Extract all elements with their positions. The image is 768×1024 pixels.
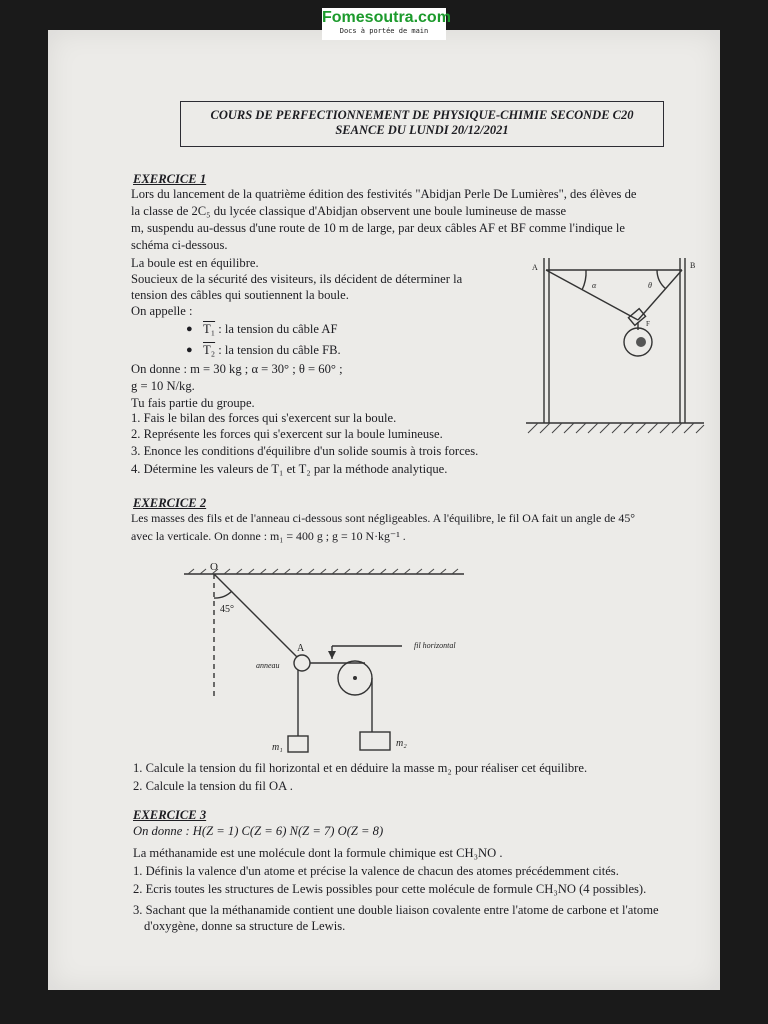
ex1-question: 4. Détermine les valeurs de T₁ et T₂ par la méthode analytique. xyxy=(131,462,448,476)
label-B: B xyxy=(690,261,696,270)
label-fil-horizontal: fil horizontal xyxy=(414,641,456,650)
label-45: 45° xyxy=(220,604,234,615)
session-date: SEANCE DU LUNDI 20/12/2021 xyxy=(335,123,509,137)
t1-definition: T₁ : la tension du câble AF xyxy=(203,322,338,336)
mass-m1 xyxy=(288,736,308,752)
label-m2: m₂ xyxy=(396,738,407,749)
ex1-line: tension des câbles qui soutiennent la boule. xyxy=(131,288,349,302)
ex3-given: On donne : H(Z = 1) C(Z = 6) N(Z = 7) O(Z = 8) xyxy=(133,824,384,838)
mass-m2 xyxy=(360,732,390,750)
cable-AF xyxy=(546,270,638,320)
course-title-box xyxy=(180,101,664,147)
ex1-question: 3. Enonce les conditions d'équilibre d'un solide soumis à trois forces. xyxy=(131,444,479,458)
ex1-line: Soucieux de la sécurité des visiteurs, ils décident de déterminer la xyxy=(131,272,463,286)
label-alpha: α xyxy=(592,281,597,290)
hook xyxy=(628,309,645,326)
label-theta: θ xyxy=(648,281,652,290)
ex3-question: d'oxygène, donne sa structure de Lewis. xyxy=(144,919,346,933)
ex1-given: g = 10 N/kg. xyxy=(131,379,195,393)
exercise-1-heading: EXERCICE 1 xyxy=(133,172,207,186)
ex1-question: 2. Représente les forces qui s'exercent sur la boule lumineuse. xyxy=(131,427,443,441)
ex3-question: 2. Ecris toutes les structures de Lewis possibles pour cette molécule de formule CH₃NO (4 possibles). xyxy=(133,882,647,896)
ex2-question: 2. Calcule la tension du fil OA . xyxy=(133,779,293,793)
logo-brand: Fomesoutra.com xyxy=(322,9,451,26)
exercise-3-heading: EXERCICE 3 xyxy=(133,808,207,822)
exercise-2-heading: EXERCICE 2 xyxy=(133,496,207,510)
exercise-2-figure xyxy=(180,560,560,760)
ring xyxy=(294,655,310,671)
ex3-statement: La méthanamide est une molécule dont la formule chimique est CH₃NO . xyxy=(133,846,503,860)
t2-definition: T₂ : la tension du câble FB. xyxy=(203,343,341,357)
ex1-given: On donne : m = 30 kg ; α = 30° ; θ = 60° ; xyxy=(131,362,343,376)
ex2-statement: avec la verticale. On donne : m₁ = 400 g ; g = 10 N·kg⁻¹ . xyxy=(131,529,406,543)
wire-OA xyxy=(214,574,297,657)
exercise-1-figure xyxy=(520,248,706,438)
bullet-icon: ● xyxy=(186,344,193,356)
ex1-line: la classe de 2C₅ du lycée classique d'Abidjan observent une boule lumineuse de masse xyxy=(131,204,567,218)
ex2-statement: Les masses des fils et de l'anneau ci-dessous sont négligeables. A l'équilibre, le fil OA fait un angle de 45° xyxy=(131,511,636,525)
label-A: A xyxy=(532,263,538,272)
label-O: O xyxy=(210,561,218,573)
ex1-group: Tu fais partie du groupe. xyxy=(131,396,255,410)
label-m1: m₁ xyxy=(272,742,283,753)
ex1-line: Lors du lancement de la quatrième édition des festivités "Abidjan Perle De Lumières", des élèves de xyxy=(131,187,637,201)
site-logo[interactable] xyxy=(322,8,451,40)
label-F: F xyxy=(646,320,650,328)
ex1-line: schéma ci-dessous. xyxy=(131,238,228,252)
ex3-question: 3. Sachant que la méthanamide contient une double liaison covalente entre l'atome de carbone et l'atome xyxy=(133,903,659,917)
label-A: A xyxy=(297,643,305,654)
ex1-line: m, suspendu au-dessus d'une route de 10 m de large, par deux câbles AF et BF comme l'indique le xyxy=(131,221,625,235)
ex3-question: 1. Définis la valence d'un atome et précise la valence de chacun des atomes précédemment cités. xyxy=(133,864,619,878)
bullet-icon: ● xyxy=(186,323,193,335)
course-title: COURS DE PERFECTIONNEMENT DE PHYSIQUE-CHIMIE SECONDE C20 xyxy=(210,108,634,122)
logo-tagline: Docs à portée de main xyxy=(339,27,429,35)
ex1-question: 1. Fais le bilan des forces qui s'exercent sur la boule. xyxy=(131,411,397,425)
ex2-question: 1. Calcule la tension du fil horizontal et en déduire la masse m₂ pour réaliser cet équilibre. xyxy=(133,761,588,775)
ex1-line: La boule est en équilibre. xyxy=(131,256,259,270)
label-anneau: anneau xyxy=(256,661,280,670)
ex1-line: On appelle : xyxy=(131,304,193,318)
cable-BF xyxy=(638,270,682,320)
